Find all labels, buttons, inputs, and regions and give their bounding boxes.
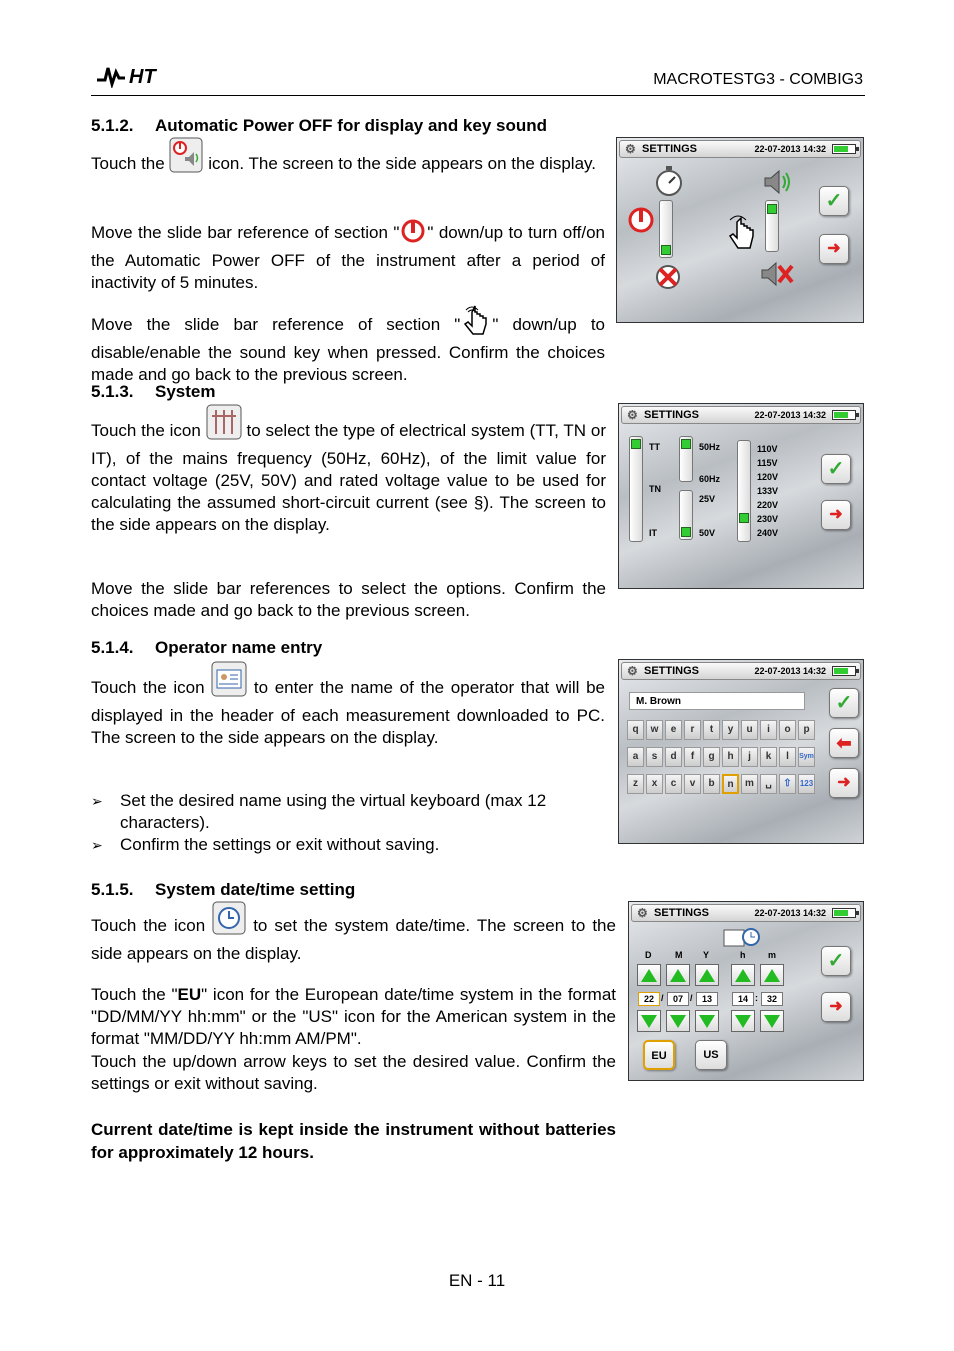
confirm-button[interactable]: ✓ <box>829 688 859 718</box>
keyboard-key[interactable]: t <box>703 720 720 740</box>
page-number: EN - 11 <box>448 1271 506 1290</box>
us-format-button[interactable]: US <box>695 1040 727 1070</box>
operator-name-input[interactable]: M. Brown <box>629 692 805 710</box>
list-item: ➢ Confirm the settings or exit without saving. <box>91 834 606 856</box>
keyboard-key[interactable]: h <box>722 747 739 767</box>
hour-header: h <box>740 950 746 960</box>
screen-title-bar: ⚙ SETTINGS 22-07-2013 14:32 <box>619 140 861 158</box>
option-label: 220V <box>757 500 779 510</box>
slider-knob[interactable] <box>681 439 691 449</box>
slider-knob[interactable] <box>661 245 671 255</box>
space-key[interactable]: ␣ <box>760 774 777 794</box>
screen-title-bar: ⚙ SETTINGS 22-07-2013 14:32 <box>621 662 861 680</box>
paragraph-5-1-2-b: Move the slide bar reference of section " " down/up to turn off/on the Automatic Power OFF of the instrument after a period of inactivity of 5 minutes. <box>91 218 605 294</box>
year-up-button[interactable] <box>695 964 719 986</box>
stopwatch-disabled-icon <box>651 262 685 292</box>
month-down-button[interactable] <box>666 1010 690 1032</box>
keyboard-key[interactable]: q <box>627 720 644 740</box>
keyboard-key[interactable]: Sym <box>798 747 815 767</box>
keyboard-key[interactable]: k <box>760 747 777 767</box>
paragraph-5-1-3-a: Touch the icon to select the type of electrical system (TT, TN or IT), of the mains frequency (50Hz, 60Hz), of the limit value for contact voltage (25V, 50V) and rated voltage value to be used for calculating the assumed short-circuit current (see §). The screen to the side appears on the display. <box>91 404 606 536</box>
touch-hand-icon <box>460 304 492 342</box>
paragraph-5-1-3-b: Move the slide bar references to select the options. Confirm the choices made and go back to the previous screen. <box>91 579 606 620</box>
gear-icon: ⚙ <box>627 408 638 422</box>
exit-button[interactable]: ➜ <box>821 992 851 1022</box>
confirm-button[interactable]: ✓ <box>821 946 851 976</box>
battery-icon <box>832 144 856 154</box>
battery-icon <box>832 666 856 676</box>
battery-retention-note: Current date/time is kept inside the instrument without batteries for approximately 12 hours. <box>91 1120 616 1162</box>
month-header: M <box>675 950 683 960</box>
option-label: IT <box>649 528 657 538</box>
confirm-button[interactable]: ✓ <box>821 454 851 484</box>
option-label: 133V <box>757 486 779 496</box>
slider-knob[interactable] <box>739 513 749 523</box>
exit-button[interactable]: ➜ <box>821 500 851 530</box>
gear-icon: ⚙ <box>625 142 636 156</box>
confirm-button[interactable]: ✓ <box>819 186 849 216</box>
option-label: 50V <box>699 528 716 538</box>
keyboard-key[interactable]: s <box>646 747 663 767</box>
rated-voltage-slider[interactable] <box>737 440 751 542</box>
slider-knob[interactable] <box>767 204 777 214</box>
battery-icon <box>832 410 856 420</box>
option-label: TN <box>649 484 661 494</box>
keyboard-key[interactable]: m <box>741 774 758 794</box>
keyboard-key-selected[interactable]: n <box>722 774 739 794</box>
screen-title-bar: ⚙ SETTINGS 22-07-2013 14:32 <box>631 904 861 922</box>
system-type-slider[interactable] <box>629 436 643 542</box>
minute-value[interactable]: 32 <box>761 992 783 1006</box>
ht-logo <box>95 62 173 88</box>
option-label: 115V <box>757 458 778 468</box>
numeric-key[interactable]: 123 <box>798 774 815 794</box>
hour-up-button[interactable] <box>731 964 755 986</box>
date-separator: / <box>690 993 693 1003</box>
power-off-slider[interactable] <box>659 200 673 258</box>
paragraph-5-1-2-c: Move the slide bar reference of section " " down/up to disable/enable the sound key when pressed. Confirm the choices made and go back to the previous screen. <box>91 304 605 386</box>
time-separator: : <box>755 993 758 1003</box>
hour-value[interactable]: 14 <box>732 992 754 1006</box>
operator-name-screen <box>618 659 864 844</box>
day-value[interactable]: 22 <box>638 992 660 1006</box>
day-up-button[interactable] <box>637 964 661 986</box>
exit-button[interactable]: ➜ <box>819 234 849 264</box>
day-down-button[interactable] <box>637 1010 661 1032</box>
keyboard-key[interactable]: f <box>684 747 701 767</box>
eu-format-button[interactable]: EU <box>643 1040 675 1070</box>
paragraph-5-1-2-a: Touch the icon. The screen to the side appears on the display. <box>91 137 605 181</box>
auto-power-off-screen <box>616 137 864 323</box>
paragraph-5-1-4-a: Touch the icon to enter the name of the operator that will be displayed in the header of each measurement downloaded to PC. The screen to the side appears on the display. <box>91 661 605 749</box>
keyboard-key[interactable]: c <box>665 774 682 794</box>
keyboard-key[interactable]: i <box>760 720 777 740</box>
section-heading-5-1-5: 5.1.5. System date/time setting <box>91 880 356 899</box>
keyboard-key[interactable]: e <box>665 720 682 740</box>
list-item: ➢ Set the desired name using the virtual keyboard (max 12 characters). <box>91 790 606 834</box>
date-separator: / <box>661 993 664 1003</box>
year-header: Y <box>703 950 710 960</box>
option-label: 240V <box>757 528 779 538</box>
year-value[interactable]: 13 <box>696 992 718 1006</box>
frequency-slider[interactable] <box>679 436 693 482</box>
keyboard-key[interactable]: d <box>665 747 682 767</box>
month-up-button[interactable] <box>666 964 690 986</box>
option-label: 120V <box>757 472 779 482</box>
stopwatch-icon <box>651 164 687 198</box>
calendar-clock-icon <box>723 926 761 948</box>
keyboard-key[interactable]: z <box>627 774 644 794</box>
battery-icon <box>832 908 856 918</box>
option-label: TT <box>649 442 660 452</box>
day-header: D <box>645 950 652 960</box>
keyboard-key[interactable]: l <box>779 747 796 767</box>
keyboard-key[interactable]: a <box>627 747 644 767</box>
keyboard-key[interactable]: p <box>798 720 815 740</box>
keyboard-key[interactable]: b <box>703 774 720 794</box>
keyboard-key[interactable]: u <box>741 720 758 740</box>
system-icon <box>206 404 242 448</box>
keyboard-key[interactable]: r <box>684 720 701 740</box>
power-off-icon <box>627 206 655 234</box>
option-label: 60Hz <box>699 474 721 484</box>
hour-down-button[interactable] <box>731 1010 755 1032</box>
keyboard-key[interactable]: y <box>722 720 739 740</box>
speaker-icon <box>761 168 793 196</box>
keyboard-key[interactable]: w <box>646 720 663 740</box>
minute-header: m <box>768 950 777 960</box>
year-down-button[interactable] <box>695 1010 719 1032</box>
minute-down-button[interactable] <box>760 1010 784 1032</box>
section-heading-5-1-3: 5.1.3. System <box>91 382 216 401</box>
touch-hand-icon <box>725 212 757 252</box>
keyboard-key[interactable]: j <box>741 747 758 767</box>
logo-text: HT <box>129 66 156 88</box>
document-title: MACROTESTG3 - COMBIG3 <box>653 71 863 88</box>
paragraph-5-1-5-a: Touch the icon to set the system date/time. The screen to the side appears on the display. <box>91 901 616 965</box>
paragraph-5-1-5-c: Touch the up/down arrow keys to set the desired value. Confirm the settings or exit without saving. <box>91 1052 616 1093</box>
gear-icon: ⚙ <box>637 906 648 920</box>
shift-key[interactable]: ⇧ <box>779 774 796 794</box>
section-heading-5-1-2: 5.1.2. Automatic Power OFF for display and key sound <box>91 116 548 135</box>
section-heading-5-1-4: 5.1.4. Operator name entry <box>91 638 323 657</box>
slider-knob[interactable] <box>681 527 691 537</box>
power-off-icon <box>399 218 427 250</box>
operator-id-icon <box>211 661 247 705</box>
exit-button[interactable]: ➜ <box>829 768 859 798</box>
speaker-muted-icon <box>759 260 795 290</box>
minute-up-button[interactable] <box>760 964 784 986</box>
contact-voltage-slider[interactable] <box>679 490 693 540</box>
key-sound-slider[interactable] <box>765 200 779 252</box>
screen-title-bar: ⚙ SETTINGS 22-07-2013 14:32 <box>621 406 861 424</box>
paragraph-5-1-5-b: Touch the "EU" icon for the European date/time system in the format "DD/MM/YY hh:mm" or the "US" icon for the American system in the format "MM/DD/YY hh:mm AM/PM". <box>91 985 617 1048</box>
bullet-list <box>91 790 606 856</box>
backspace-button[interactable]: ⬅ <box>829 728 859 758</box>
option-label: 110V <box>757 444 778 454</box>
keyboard-key[interactable]: v <box>684 774 701 794</box>
power-sound-icon <box>169 137 203 181</box>
date-time-screen <box>628 901 864 1081</box>
option-label: 230V <box>757 514 779 524</box>
page-header <box>91 62 865 96</box>
gear-icon: ⚙ <box>627 664 638 678</box>
slider-knob[interactable] <box>631 439 641 449</box>
keyboard-key[interactable]: g <box>703 747 720 767</box>
option-label: 25V <box>699 494 716 504</box>
clock-calendar-icon <box>212 901 246 943</box>
month-value[interactable]: 07 <box>667 992 689 1006</box>
keyboard-key[interactable]: o <box>779 720 796 740</box>
keyboard-key[interactable]: x <box>646 774 663 794</box>
system-settings-screen <box>618 403 864 589</box>
option-label: 50Hz <box>699 442 721 452</box>
